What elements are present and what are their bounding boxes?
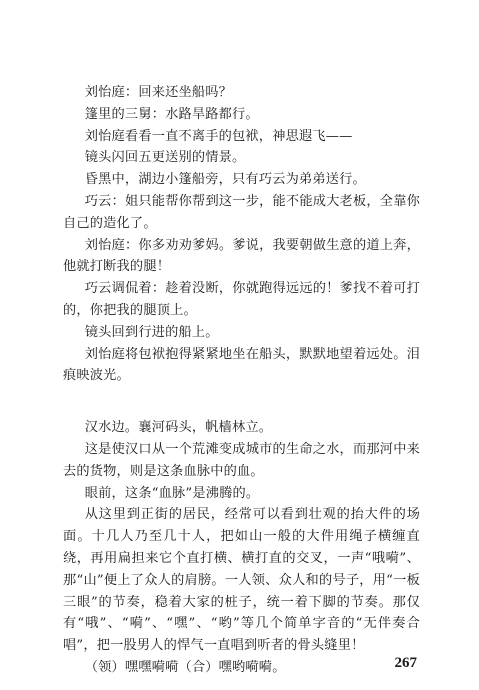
paragraph: 刘怡庭：回来还坐船吗？ <box>84 85 233 100</box>
paragraph: 眼前，这条“血脉”是沸腾的。 <box>84 485 260 501</box>
paragraph: 刘怡庭将包袱抱得紧紧地坐在船头，默默地望着远处。泪痕映波光。 <box>63 346 420 384</box>
paragraph: 篷里的三舅：水路旱路都行。 <box>84 106 259 122</box>
paragraph: 巧云：姐只能帮你帮到这一步，能不能成大老板，全靠你自己的造化了。 <box>63 193 420 231</box>
paragraph: 巧云调侃着：趁着没断，你就跑得远远的！爹找不着可打的，你把我的腿顶上。 <box>63 281 420 318</box>
paragraph: 这是使汉口从一个荒滩变成城市的生命之水，而那河中来去的货物，则是这条血脉中的血。 <box>63 441 420 479</box>
paragraph: 刘怡庭看看一直不离手的包袱，神思遐飞—— <box>84 128 353 144</box>
paragraph: 昏黑中，湖边小篷船旁，只有巧云为弟弟送行。 <box>84 172 366 188</box>
page-number: 267 <box>394 655 417 671</box>
paragraph: 镜头回到行进的船上。 <box>84 324 219 340</box>
section-break <box>63 387 420 417</box>
paragraph: 从这里到正街的居民，经常可以看到壮观的抬大件的场面。十几人乃至几十人，把如山一般的大件用绳子横缠直绕，再用扁担来它个直打横、横打直的交叉，一声“哦嗬”、那“山”便上了众人的肩膀。一人领、众人和的号子，用“一板三眼”的节奏，稳着大家的桩子，统一着下脚的节奏。那仅有“哦”、“嗬”、“嘿”、“哟”等几个简单字音的“无伴奏合唱”，把一股男人的悍气一直唱到听者的骨头缝里！ <box>63 507 420 654</box>
paragraph: （领）嘿嘿嗬嗬（合）嘿哟嗬嗬。 <box>84 659 286 675</box>
page-body <box>63 82 420 679</box>
paragraph: 镜头闪回五更送别的情景。 <box>84 150 246 166</box>
paragraph: 刘怡庭：你多劝劝爹妈。爹说，我要朝做生意的道上奔，他就打断我的腿！ <box>63 237 420 275</box>
paragraph: 汉水边。襄河码头，帆樯林立。 <box>84 420 273 436</box>
